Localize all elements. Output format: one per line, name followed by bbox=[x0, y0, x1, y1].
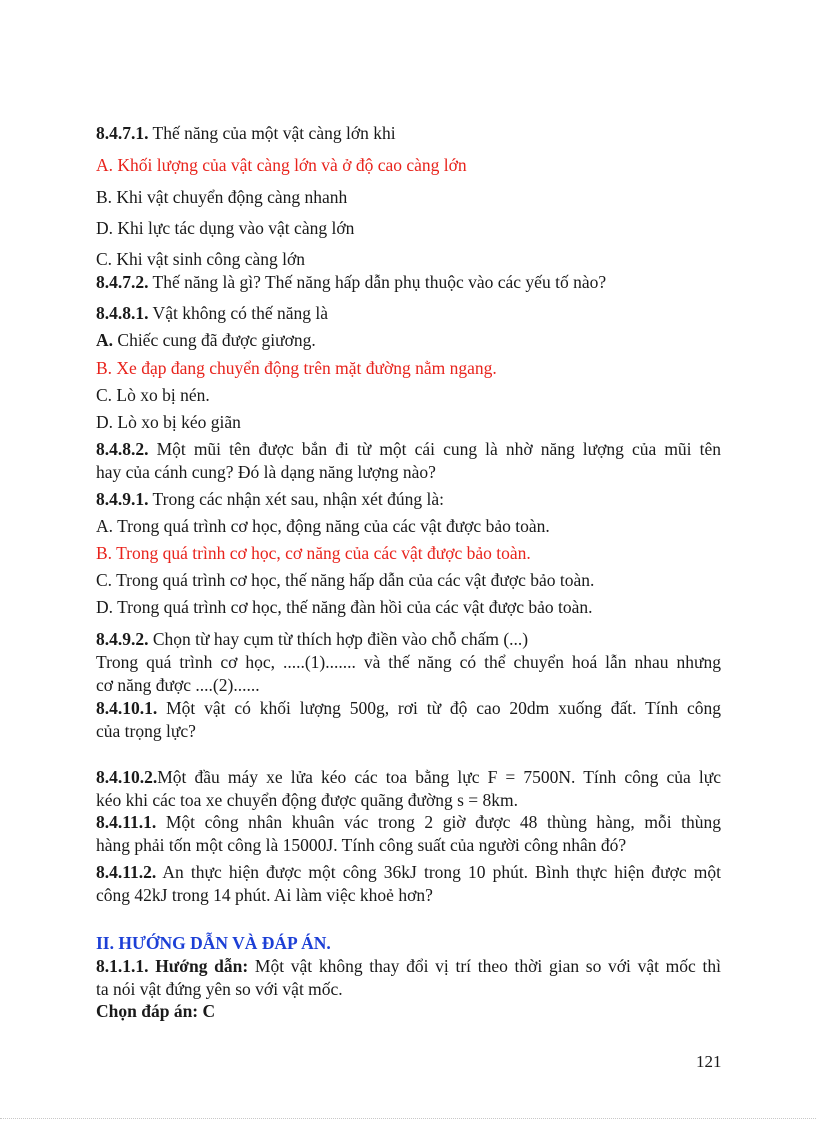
question-text: Một công nhân khuân vác trong 2 giờ được 48 thùng hàng, mỗi thùng bbox=[156, 812, 721, 832]
question-number: 8.4.8.1. bbox=[96, 303, 149, 323]
option-c: C. Khi vật sinh công càng lớn bbox=[96, 249, 306, 269]
answer-choice: Chọn đáp án: C bbox=[96, 1001, 216, 1021]
question-8-4-8-2 bbox=[96, 438, 721, 460]
question-text: Thế năng là gì? Thế năng hấp dẫn phụ thuộc vào các yếu tố nào? bbox=[148, 272, 607, 292]
fill-blank-line-end: cơ năng được ....(2)...... bbox=[96, 675, 260, 695]
option-a bbox=[96, 329, 721, 351]
question-number: 8.4.7.2. bbox=[96, 272, 149, 292]
question-text: Một vật có khối lượng 500g, rơi từ độ cao 20dm xuống đất. Tính công bbox=[157, 698, 721, 718]
option-a: A. Trong quá trình cơ học, động năng của các vật được bảo toàn. bbox=[96, 516, 550, 536]
question-number: 8.4.8.2. bbox=[96, 439, 149, 459]
option-letter: A. bbox=[96, 330, 114, 350]
question-text: Trong các nhận xét sau, nhận xét đúng là: bbox=[148, 489, 445, 509]
question-8-4-9-1 bbox=[96, 488, 721, 510]
question-text: An thực hiện được một công 36kJ trong 10 phút. Bình thực hiện được một bbox=[156, 862, 721, 882]
fill-blank-line: Trong quá trình cơ học, .....(1)....... và thế năng có thể chuyển hoá lẫn nhau nhưng bbox=[96, 652, 721, 672]
question-8-4-9-2 bbox=[96, 628, 721, 650]
option-b-correct: B. Trong quá trình cơ học, cơ năng của các vật được bảo toàn. bbox=[96, 543, 531, 563]
question-8-4-11-1 bbox=[96, 811, 721, 833]
question-8-4-7-2 bbox=[96, 271, 721, 293]
question-number: 8.4.9.2. bbox=[96, 629, 149, 649]
question-number: 8.4.10.1. bbox=[96, 698, 158, 718]
answer-label: 8.1.1.1. Hướng dẫn: bbox=[96, 956, 249, 976]
option-d: D. Trong quá trình cơ học, thế năng đàn hồi của các vật được bảo toàn. bbox=[96, 597, 593, 617]
option-b-correct: B. Xe đạp đang chuyển động trên mặt đường nằm ngang. bbox=[96, 358, 497, 378]
option-b: B. Khi vật chuyển động càng nhanh bbox=[96, 187, 348, 207]
question-text: Một đầu máy xe lửa kéo các toa bằng lực F = 7500N. Tính công của lực bbox=[157, 767, 721, 787]
question-number: 8.4.9.1. bbox=[96, 489, 149, 509]
question-8-4-8-1 bbox=[96, 302, 721, 324]
option-c: C. Trong quá trình cơ học, thế năng hấp dẫn của các vật được bảo toàn. bbox=[96, 570, 595, 590]
question-text-continued: hay của cánh cung? Đó là dạng năng lượng nào? bbox=[96, 462, 436, 482]
option-text: Chiếc cung đã được giương. bbox=[113, 330, 316, 350]
question-number: 8.4.7.1. bbox=[96, 123, 149, 143]
question-text: Một mũi tên được bắn đi từ một cái cung là nhờ năng lượng của mũi tên bbox=[148, 439, 721, 459]
section-heading: II. HƯỚNG DẪN VÀ ĐÁP ÁN. bbox=[96, 933, 331, 953]
option-c: C. Lò xo bị nén. bbox=[96, 385, 210, 405]
answer-text: Một vật không thay đổi vị trí theo thời gian so với vật mốc thì bbox=[248, 956, 721, 976]
question-text-continued: của trọng lực? bbox=[96, 721, 196, 741]
question-8-4-10-2 bbox=[96, 766, 721, 788]
question-8-4-10-1 bbox=[96, 697, 721, 719]
question-number: 8.4.11.1. bbox=[96, 812, 157, 832]
question-text-continued: hàng phải tốn một công là 15000J. Tính công suất của người công nhân đó? bbox=[96, 835, 627, 855]
question-text: Vật không có thế năng là bbox=[148, 303, 328, 323]
question-text-continued: kéo khi các toa xe chuyển động được quãng đường s = 8km. bbox=[96, 790, 519, 810]
option-d: D. Khi lực tác dụng vào vật càng lớn bbox=[96, 218, 355, 238]
question-text: Thế năng của một vật càng lớn khi bbox=[148, 123, 396, 143]
question-8-4-7-1 bbox=[96, 122, 721, 144]
question-8-4-11-2 bbox=[96, 861, 721, 883]
page-bottom-divider bbox=[0, 1118, 816, 1119]
answer-8-1-1-1 bbox=[96, 955, 721, 977]
question-number: 8.4.10.2. bbox=[96, 767, 158, 787]
answer-text-continued: ta nói vật đứng yên so với vật mốc. bbox=[96, 979, 343, 999]
option-a-correct: A. Khối lượng của vật càng lớn và ở độ cao càng lớn bbox=[96, 155, 467, 175]
question-text: Chọn từ hay cụm từ thích hợp điền vào chỗ chấm (...) bbox=[148, 629, 529, 649]
question-number: 8.4.11.2. bbox=[96, 862, 157, 882]
page-number: 121 bbox=[696, 1052, 722, 1071]
option-d: D. Lò xo bị kéo giãn bbox=[96, 412, 241, 432]
question-text-continued: công 42kJ trong 14 phút. Ai làm việc khoẻ hơn? bbox=[96, 885, 433, 905]
